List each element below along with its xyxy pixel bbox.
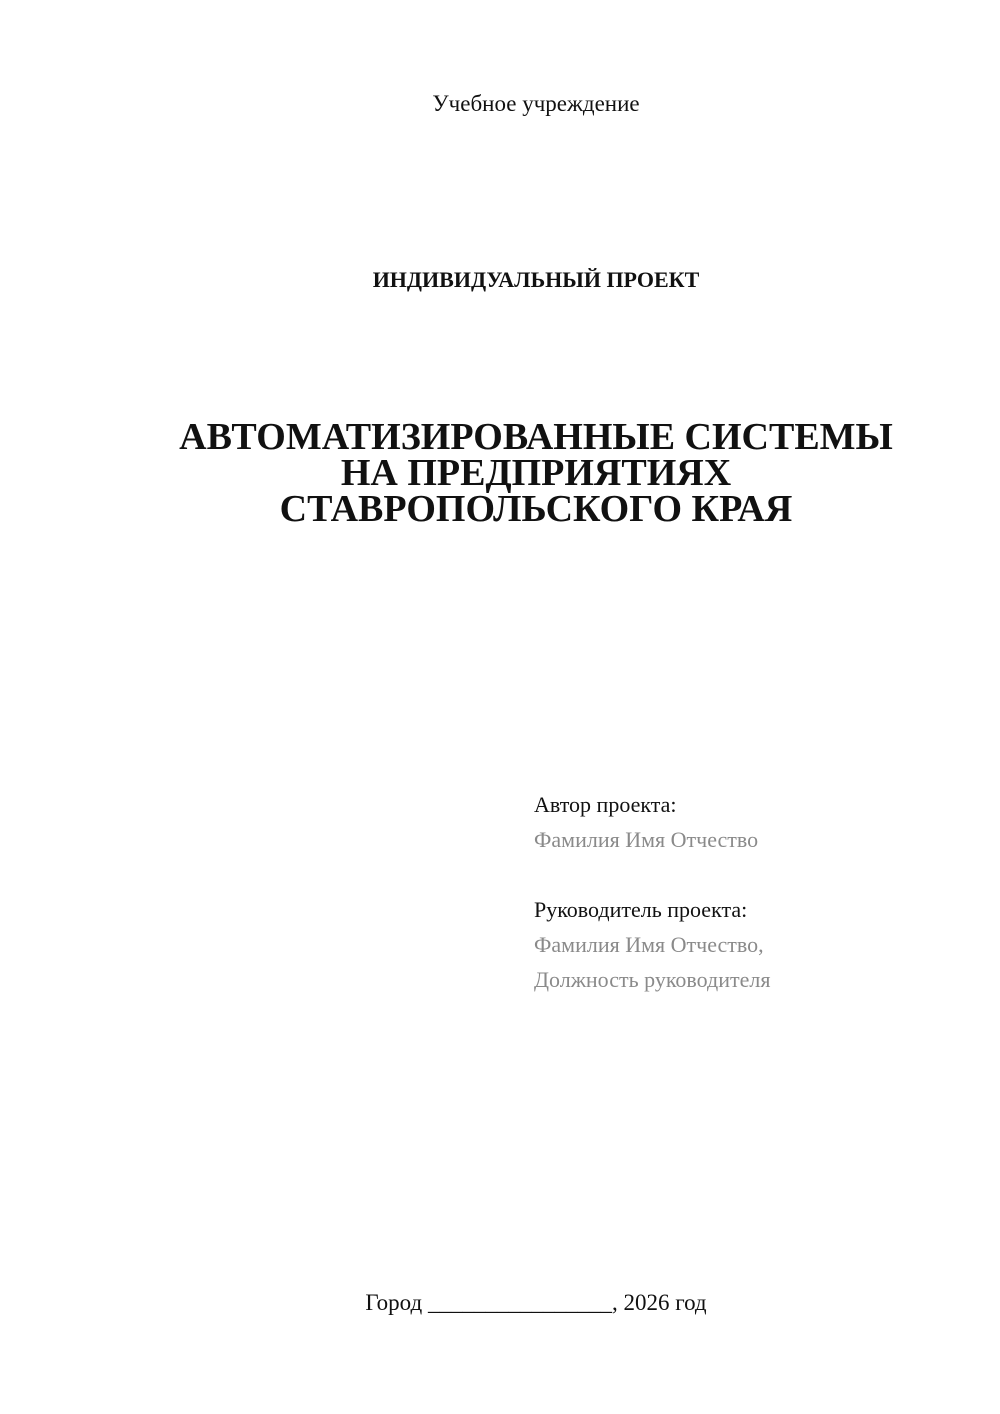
supervisor-label: Руководитель проекта:: [534, 897, 748, 922]
institution-name: Учебное учреждение: [432, 91, 640, 116]
city-year-line: Город ________________, 2026 год: [365, 1290, 707, 1315]
project-title-line-2: НА ПРЕДПРИЯТИЯХ: [340, 452, 732, 494]
project-title-line-1: АВТОМАТИЗИРОВАННЫЕ СИСТЕМЫ: [179, 416, 893, 458]
project-title-line-3: СТАВРОПОЛЬСКОГО КРАЯ: [279, 488, 793, 530]
supervisor-position: Должность руководителя: [534, 967, 771, 992]
author-label: Автор проекта:: [534, 792, 677, 817]
credits-spacer: [534, 857, 770, 892]
supervisor-name: Фамилия Имя Отчество,: [534, 932, 764, 957]
author-name: Фамилия Имя Отчество: [534, 827, 759, 852]
document-type: ИНДИВИДУАЛЬНЫЙ ПРОЕКТ: [372, 267, 700, 292]
project-title: [0, 416, 1000, 530]
credits-block: [534, 787, 770, 997]
